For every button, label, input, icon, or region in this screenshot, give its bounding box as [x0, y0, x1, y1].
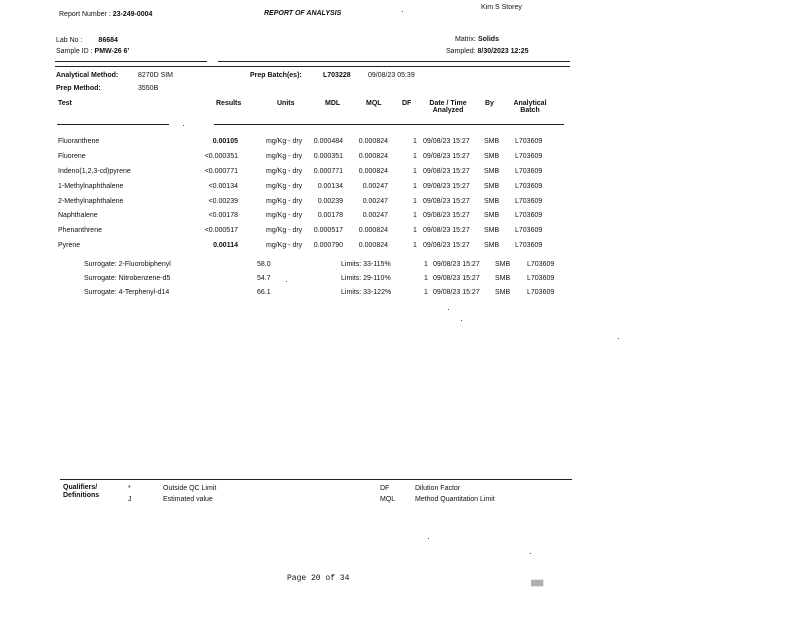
report-title: REPORT OF ANALYSIS — [264, 10, 342, 17]
row-0-batch: L703609 — [515, 138, 543, 145]
col-header-df: DF — [402, 100, 412, 107]
col-header-results: Results — [216, 100, 242, 107]
row-0-test: Fluoranthene — [58, 138, 100, 145]
row-1-df: 1 — [413, 153, 417, 160]
report-number-value: 23-249-0004 — [112, 11, 153, 18]
matrix-label: Matrix: — [455, 36, 476, 43]
sampled-value: 8/30/2023 12:25 — [477, 48, 529, 55]
row-1-batch: L703609 — [515, 153, 543, 160]
prep-batch-datetime: 09/08/23 05:39 — [368, 72, 415, 79]
row-3-units: mg/Kg - dry — [266, 183, 303, 190]
definition-0-symbol: DF — [380, 485, 390, 492]
row-3-result: <0.00134 — [208, 183, 238, 190]
row-4-units: mg/Kg - dry — [266, 198, 303, 205]
col-header-datetime-2: Analyzed — [432, 107, 464, 114]
row-6-units: mg/Kg - dry — [266, 227, 303, 234]
qualifiers-label — [63, 484, 99, 500]
row-7-batch: L703609 — [515, 242, 543, 249]
row-7-df: 1 — [413, 242, 417, 249]
surrogate-2-batch: L703609 — [527, 289, 555, 296]
row-3-datetime: 09/08/23 15:27 — [423, 183, 470, 190]
row-0-mql: 0.000824 — [358, 138, 388, 145]
row-2-df: 1 — [413, 168, 417, 175]
qualifiers-label-1: Qualifiers/ — [63, 484, 98, 491]
qualifier-0-meaning: Outside QC Limit — [163, 485, 217, 492]
row-2-by: SMB — [484, 168, 500, 175]
row-7-units: mg/Kg - dry — [266, 242, 303, 249]
row-0-mdl: 0.000484 — [313, 138, 343, 145]
col-header-by: By — [485, 100, 494, 107]
col-header-mdl: MDL — [325, 100, 341, 107]
surrogate-0-batch: L703609 — [527, 261, 555, 268]
report-number — [59, 11, 152, 18]
prep-method-label: Prep Method: — [56, 85, 101, 92]
row-0-by: SMB — [484, 138, 500, 145]
row-1-result: <0.000351 — [204, 153, 238, 160]
row-2-mdl: 0.000771 — [313, 168, 343, 175]
row-6-mdl: 0.000517 — [313, 227, 343, 234]
row-6-result: <0.000517 — [204, 227, 238, 234]
row-1-by: SMB — [484, 153, 500, 160]
prep-batch-label: Prep Batch(es): — [250, 72, 302, 79]
row-5-batch: L703609 — [515, 212, 543, 219]
col-header-batch — [508, 100, 552, 114]
sample-id — [56, 48, 129, 55]
surrogate-2-datetime: 09/08/23 15:27 — [433, 289, 480, 296]
prep-batch-value: L703228 — [323, 72, 351, 79]
lab-no-value: 86684 — [98, 37, 118, 44]
surrogate-1-result: 54.7 — [257, 275, 271, 282]
scan-mark-icon — [531, 579, 544, 587]
qualifier-0-symbol: * — [128, 485, 131, 492]
row-7-test: Pyrene — [58, 242, 81, 249]
row-3-test: 1-Methylnaphthalene — [58, 183, 124, 190]
report-number-label: Report Number : — [59, 11, 111, 18]
row-0-units: mg/Kg - dry — [266, 138, 303, 145]
surrogate-1-datetime: 09/08/23 15:27 — [433, 275, 480, 282]
surrogate-0-by: SMB — [495, 261, 511, 268]
surrogate-2-result: 66.1 — [257, 289, 271, 296]
definition-1-meaning: Method Quantitation Limit — [415, 496, 495, 503]
row-5-by: SMB — [484, 212, 500, 219]
row-5-test: Naphthalene — [58, 212, 98, 219]
row-0-datetime: 09/08/23 15:27 — [423, 138, 470, 145]
header-divider-left — [55, 61, 207, 62]
surrogate-0-result: 58.0 — [257, 261, 271, 268]
row-2-mql: 0.000824 — [358, 168, 388, 175]
analytical-method-label: Analytical Method: — [56, 72, 119, 79]
qualifiers-label-2: Definitions — [63, 492, 100, 499]
qualifier-1-symbol: J — [128, 496, 132, 503]
surrogate-1-batch: L703609 — [527, 275, 555, 282]
row-5-units: mg/Kg - dry — [266, 212, 303, 219]
row-4-datetime: 09/08/23 15:27 — [423, 198, 470, 205]
surrogate-0-name: Surrogate: 2-Fluorobiphenyl — [84, 261, 171, 268]
row-5-result: <0.00178 — [208, 212, 238, 219]
row-6-datetime: 09/08/23 15:27 — [423, 227, 470, 234]
header-underline — [214, 124, 564, 125]
surrogate-0-df: 1 — [424, 261, 428, 268]
test-col-underline — [57, 124, 169, 125]
row-0-result: 0.00105 — [212, 138, 238, 145]
row-2-datetime: 09/08/23 15:27 — [423, 168, 470, 175]
sampled — [446, 48, 529, 55]
row-4-df: 1 — [413, 198, 417, 205]
row-7-mdl: 0.000790 — [313, 242, 343, 249]
surrogate-0-limits: Limits: 33-115% — [341, 261, 391, 268]
surrogate-0-datetime: 09/08/23 15:27 — [433, 261, 480, 268]
row-5-datetime: 09/08/23 15:27 — [423, 212, 470, 219]
definition-1-symbol: MQL — [380, 496, 396, 503]
col-header-test: Test — [58, 100, 72, 107]
row-1-mdl: 0.000351 — [313, 153, 343, 160]
row-4-mdl: 0.00239 — [317, 198, 343, 205]
row-2-batch: L703609 — [515, 168, 543, 175]
row-3-mdl: 0.00134 — [317, 183, 343, 190]
row-5-mql: 0.00247 — [362, 212, 388, 219]
sample-id-label: Sample ID : — [56, 48, 93, 55]
row-6-by: SMB — [484, 227, 500, 234]
row-1-mql: 0.000824 — [358, 153, 388, 160]
footer-divider — [60, 479, 572, 480]
client-name: Kim S Storey — [481, 4, 522, 11]
lab-no — [56, 37, 118, 44]
row-4-mql: 0.00247 — [362, 198, 388, 205]
row-2-units: mg/Kg - dry — [266, 168, 303, 175]
row-7-datetime: 09/08/23 15:27 — [423, 242, 470, 249]
row-5-mdl: 0.00178 — [317, 212, 343, 219]
col-header-batch-1: Analytical — [513, 100, 547, 107]
qualifier-1-meaning: Estimated value — [163, 496, 213, 503]
row-7-mql: 0.000824 — [358, 242, 388, 249]
row-3-mql: 0.00247 — [362, 183, 388, 190]
lab-no-label: Lab No : — [56, 37, 83, 44]
surrogate-2-name: Surrogate: 4-Terphenyl-d14 — [84, 289, 170, 296]
row-3-df: 1 — [413, 183, 417, 190]
header-divider-right — [218, 61, 570, 62]
row-4-batch: L703609 — [515, 198, 543, 205]
row-1-datetime: 09/08/23 15:27 — [423, 153, 470, 160]
row-7-result: 0.00114 — [213, 242, 238, 249]
header-divider-2 — [55, 66, 570, 67]
analytical-method-value: 8270D SIM — [138, 72, 174, 79]
row-6-df: 1 — [413, 227, 417, 234]
row-6-test: Phenanthrene — [58, 227, 102, 234]
surrogate-2-df: 1 — [424, 289, 428, 296]
row-4-test: 2-Methylnaphthalene — [58, 198, 124, 205]
matrix — [455, 36, 499, 43]
matrix-value: Solids — [477, 36, 499, 43]
surrogate-2-limits: Limits: 33-122% — [341, 289, 392, 296]
surrogate-1-by: SMB — [495, 275, 511, 282]
surrogate-2-by: SMB — [495, 289, 511, 296]
row-2-result: <0.000771 — [204, 168, 238, 175]
row-0-df: 1 — [413, 138, 417, 145]
sampled-label: Sampled: — [446, 48, 476, 55]
row-1-units: mg/Kg - dry — [266, 153, 303, 160]
row-3-batch: L703609 — [515, 183, 543, 190]
col-header-units: Units — [277, 100, 295, 107]
row-5-df: 1 — [413, 212, 417, 219]
definition-0-meaning: Dilution Factor — [415, 485, 461, 492]
col-header-batch-2: Batch — [520, 107, 540, 114]
row-7-by: SMB — [484, 242, 500, 249]
row-1-test: Fluorene — [58, 153, 86, 160]
sample-id-value: PMW-26 6' — [94, 48, 130, 55]
row-4-result: <0.00239 — [208, 198, 238, 205]
col-header-mql: MQL — [366, 100, 382, 107]
row-3-by: SMB — [484, 183, 500, 190]
page-number: Page 20 of 34 — [287, 574, 350, 583]
surrogate-1-limits: Limits: 29-110% — [341, 275, 391, 282]
row-4-by: SMB — [484, 198, 500, 205]
surrogate-1-name: Surrogate: Nitrobenzene-d5 — [84, 275, 171, 282]
col-header-datetime-1: Date / Time — [429, 100, 467, 107]
row-6-mql: 0.000824 — [358, 227, 388, 234]
col-header-datetime — [422, 100, 474, 114]
row-2-test: Indeno(1,2,3-cd)pyrene — [58, 168, 131, 175]
row-6-batch: L703609 — [515, 227, 543, 234]
surrogate-1-df: 1 — [424, 275, 428, 282]
prep-method-value: 3550B — [138, 85, 159, 92]
